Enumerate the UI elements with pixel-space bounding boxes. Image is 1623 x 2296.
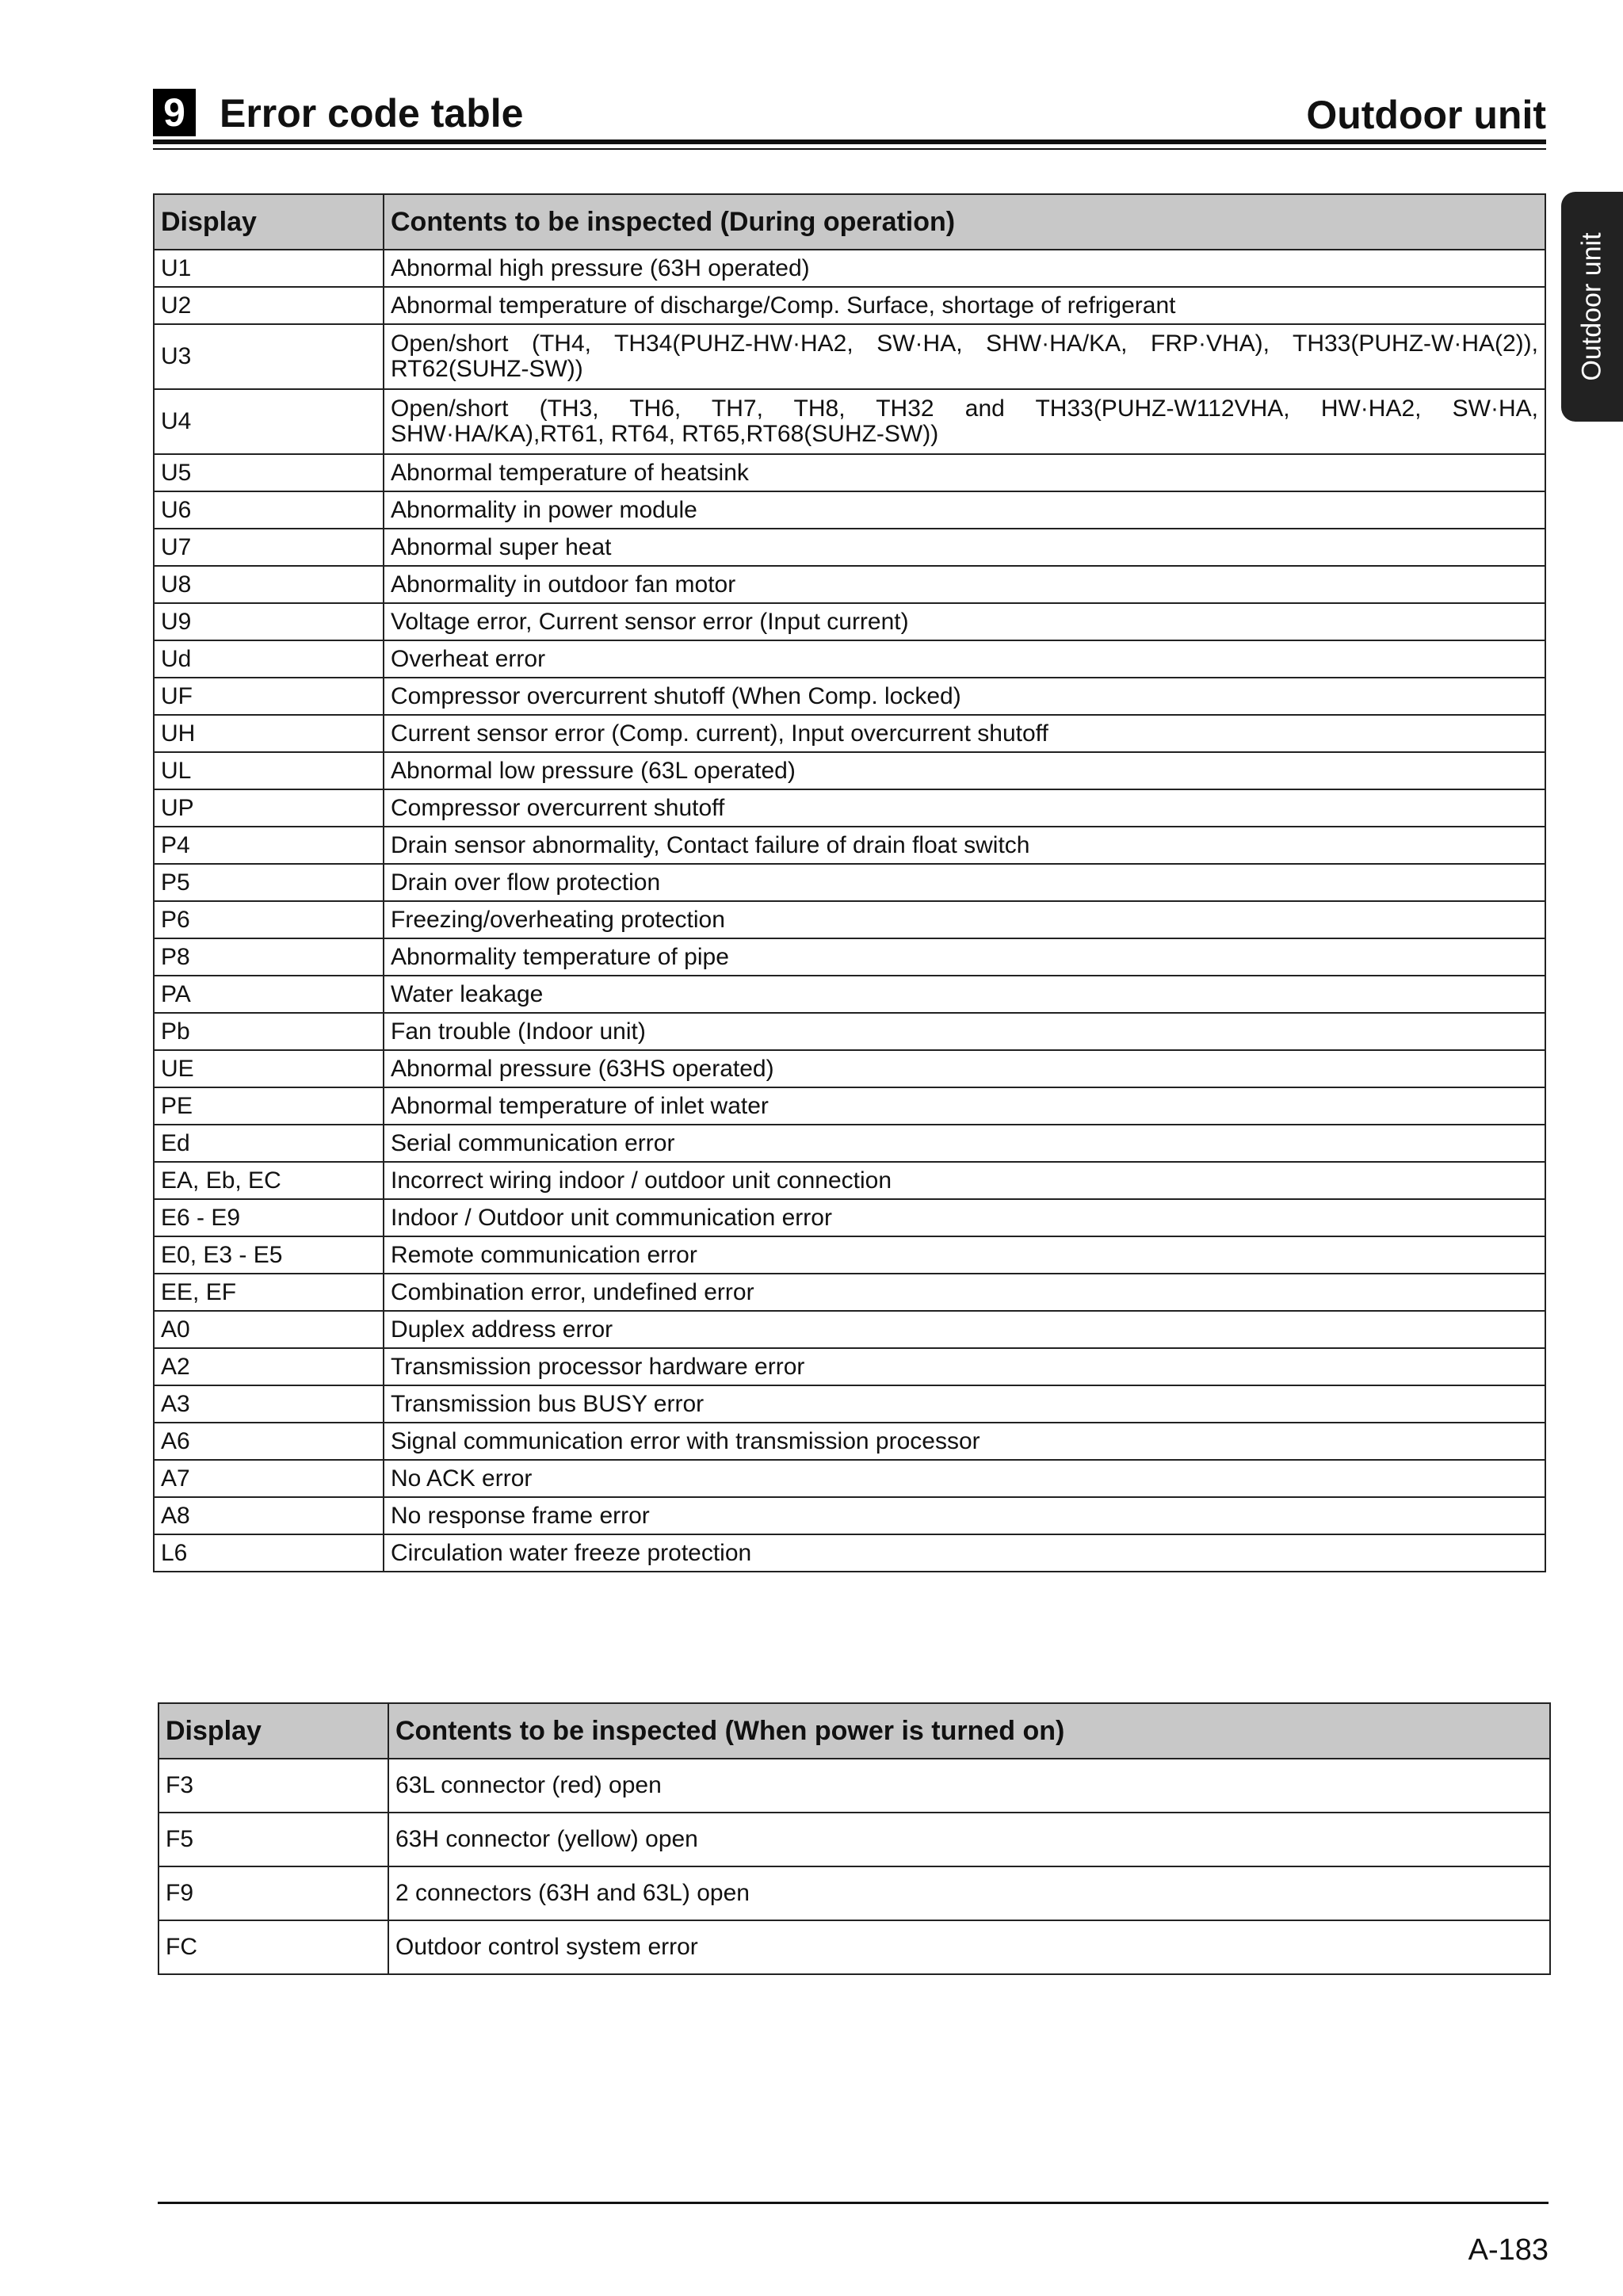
table-row: [154, 324, 1545, 389]
error-description: Drain over flow protection: [384, 864, 1545, 901]
error-description: Indoor / Outdoor unit communication error: [384, 1199, 1545, 1236]
error-code: A3: [154, 1385, 384, 1423]
section-number-badge: 9: [153, 89, 196, 136]
error-description: Abnormal low pressure (63L operated): [384, 752, 1545, 789]
error-description: Abnormality in power module: [384, 491, 1545, 529]
error-code: F3: [158, 1759, 388, 1813]
table-row: [154, 1423, 1545, 1460]
table-row: [154, 752, 1545, 789]
error-code: E0, E3 - E5: [154, 1236, 384, 1274]
table-row: [154, 1199, 1545, 1236]
error-description: Open/short (TH4, TH34(PUHZ-HW·HA2, SW·HA, SHW·HA/KA, FRP·VHA), TH33(PUHZ-W·HA(2)), RT62(SUHZ-SW)): [384, 324, 1545, 389]
unit-title: Outdoor unit: [1306, 93, 1546, 137]
page-number: A-183: [1468, 2233, 1549, 2267]
error-code: A8: [154, 1497, 384, 1534]
error-code: A6: [154, 1423, 384, 1460]
header-contents: Contents to be inspected (When power is turned on): [388, 1703, 1550, 1759]
error-description: Remote communication error: [384, 1236, 1545, 1274]
error-code: U1: [154, 250, 384, 287]
side-tab-outdoor-unit[interactable]: [1561, 192, 1623, 422]
error-description: Compressor overcurrent shutoff: [384, 789, 1545, 827]
error-code: UE: [154, 1050, 384, 1087]
table-row: [154, 389, 1545, 454]
table-row: [154, 1497, 1545, 1534]
error-code: P6: [154, 901, 384, 938]
side-tab-label: Outdoor unit: [1576, 232, 1607, 381]
header-display: Display: [158, 1703, 388, 1759]
table-row: [154, 491, 1545, 529]
error-description: 63H connector (yellow) open: [388, 1813, 1550, 1866]
table-row: [158, 1866, 1550, 1920]
table-row: [154, 1125, 1545, 1162]
table-row: [154, 1013, 1545, 1050]
table-row: [154, 1274, 1545, 1311]
error-description: No ACK error: [384, 1460, 1545, 1497]
error-code: P4: [154, 827, 384, 864]
table-row: [154, 1460, 1545, 1497]
error-code: U2: [154, 287, 384, 324]
error-table-power-on: [158, 1702, 1551, 1975]
error-description: 2 connectors (63H and 63L) open: [388, 1866, 1550, 1920]
error-code: U7: [154, 529, 384, 566]
error-description: Voltage error, Current sensor error (Input current): [384, 603, 1545, 640]
error-description: Current sensor error (Comp. current), Input overcurrent shutoff: [384, 715, 1545, 752]
error-code: UH: [154, 715, 384, 752]
error-description: Abnormality temperature of pipe: [384, 938, 1545, 976]
footer-rule: [158, 2202, 1549, 2204]
table-row: [154, 454, 1545, 491]
table-row: [154, 901, 1545, 938]
table-row: [154, 1050, 1545, 1087]
error-description: Abnormal temperature of heatsink: [384, 454, 1545, 491]
error-code: P5: [154, 864, 384, 901]
header-rule-thin: [153, 148, 1546, 150]
table-row: [154, 678, 1545, 715]
error-code: P8: [154, 938, 384, 976]
error-code: Ed: [154, 1125, 384, 1162]
error-code: PE: [154, 1087, 384, 1125]
error-description: Abnormal temperature of inlet water: [384, 1087, 1545, 1125]
header-contents: Contents to be inspected (During operation): [384, 194, 1545, 250]
table-row: [154, 1236, 1545, 1274]
error-code: UP: [154, 789, 384, 827]
error-description: Overheat error: [384, 640, 1545, 678]
error-code: F9: [158, 1866, 388, 1920]
error-code: Pb: [154, 1013, 384, 1050]
table-row: [154, 864, 1545, 901]
error-code: E6 - E9: [154, 1199, 384, 1236]
error-code: A2: [154, 1348, 384, 1385]
error-description: Drain sensor abnormality, Contact failure of drain float switch: [384, 827, 1545, 864]
error-description: Transmission bus BUSY error: [384, 1385, 1545, 1423]
table-row: [154, 789, 1545, 827]
table-row: [158, 1759, 1550, 1813]
error-description: 63L connector (red) open: [388, 1759, 1550, 1813]
error-code: PA: [154, 976, 384, 1013]
error-description: Serial communication error: [384, 1125, 1545, 1162]
error-code: EA, Eb, EC: [154, 1162, 384, 1199]
table-row: [154, 1385, 1545, 1423]
error-code: L6: [154, 1534, 384, 1572]
table-row: [154, 566, 1545, 603]
table-row: [154, 938, 1545, 976]
table-row: [154, 640, 1545, 678]
table-row: [154, 250, 1545, 287]
table-row: [154, 287, 1545, 324]
table-row: [154, 1534, 1545, 1572]
error-description: Abnormal super heat: [384, 529, 1545, 566]
table-row: [154, 1311, 1545, 1348]
error-code: Ud: [154, 640, 384, 678]
table-row: [154, 827, 1545, 864]
page-title: Error code table: [220, 91, 524, 136]
error-description: Duplex address error: [384, 1311, 1545, 1348]
table-row: [154, 1348, 1545, 1385]
error-description: Abnormality in outdoor fan motor: [384, 566, 1545, 603]
header-rule-thick: [153, 139, 1546, 144]
error-description: Transmission processor hardware error: [384, 1348, 1545, 1385]
table-row: [158, 1813, 1550, 1866]
error-description: Combination error, undefined error: [384, 1274, 1545, 1311]
error-description: Freezing/overheating protection: [384, 901, 1545, 938]
error-code: U6: [154, 491, 384, 529]
error-code: UL: [154, 752, 384, 789]
table-header-row: [154, 194, 1545, 250]
error-description: Abnormal high pressure (63H operated): [384, 250, 1545, 287]
page-header: [153, 86, 1546, 143]
table-row: [154, 529, 1545, 566]
error-code: U8: [154, 566, 384, 603]
error-description: No response frame error: [384, 1497, 1545, 1534]
table-row: [154, 1087, 1545, 1125]
error-description: Circulation water freeze protection: [384, 1534, 1545, 1572]
error-description: Fan trouble (Indoor unit): [384, 1013, 1545, 1050]
error-code: UF: [154, 678, 384, 715]
error-code: U4: [154, 389, 384, 454]
table-row: [158, 1920, 1550, 1974]
table-header-row: [158, 1703, 1550, 1759]
error-description: Abnormal pressure (63HS operated): [384, 1050, 1545, 1087]
error-code: U3: [154, 324, 384, 389]
error-code: A7: [154, 1460, 384, 1497]
table-row: [154, 603, 1545, 640]
error-description: Signal communication error with transmission processor: [384, 1423, 1545, 1460]
table-row: [154, 976, 1545, 1013]
error-description: Compressor overcurrent shutoff (When Comp. locked): [384, 678, 1545, 715]
error-code: FC: [158, 1920, 388, 1974]
error-description: Abnormal temperature of discharge/Comp. Surface, shortage of refrigerant: [384, 287, 1545, 324]
error-code: EE, EF: [154, 1274, 384, 1311]
table-row: [154, 715, 1545, 752]
error-code: U5: [154, 454, 384, 491]
error-description: Incorrect wiring indoor / outdoor unit connection: [384, 1162, 1545, 1199]
error-code: A0: [154, 1311, 384, 1348]
error-code: U9: [154, 603, 384, 640]
error-table-during-operation: [153, 193, 1546, 1572]
error-description: Water leakage: [384, 976, 1545, 1013]
error-description: Open/short (TH3, TH6, TH7, TH8, TH32 and TH33(PUHZ-W112VHA, HW·HA2, SW·HA, SHW·HA/KA),RT61, RT64, RT65,RT68(SUHZ-SW)): [384, 389, 1545, 454]
header-display: Display: [154, 194, 384, 250]
error-code: F5: [158, 1813, 388, 1866]
table-row: [154, 1162, 1545, 1199]
error-description: Outdoor control system error: [388, 1920, 1550, 1974]
